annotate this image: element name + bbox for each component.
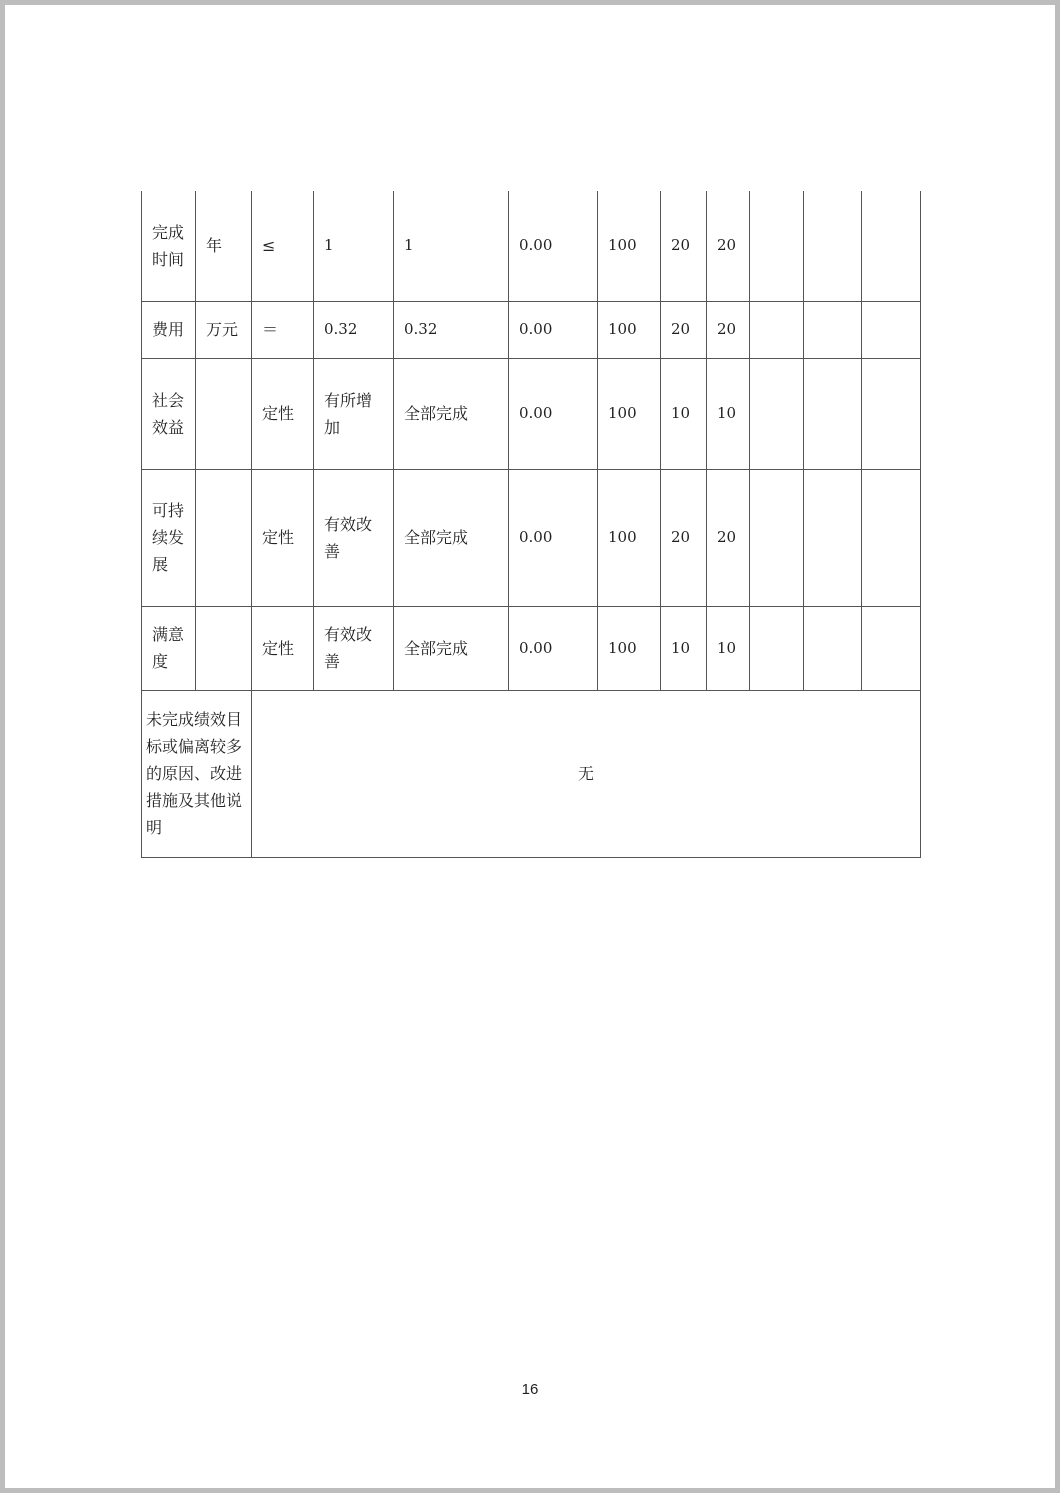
table-row <box>142 191 921 301</box>
empty-cell <box>862 301 921 358</box>
remarks-label: 未完成绩效目标或偏离较多的原因、改进措施及其他说明 <box>142 690 252 857</box>
empty-cell <box>750 301 804 358</box>
score-cell: 10 <box>707 606 750 690</box>
indicator-cell: 费用 <box>142 301 196 358</box>
operator-cell: 定性 <box>252 358 314 469</box>
deviation-cell: 0.00 <box>509 358 598 469</box>
empty-cell <box>750 469 804 606</box>
deviation-cell: 0.00 <box>509 606 598 690</box>
target-cell: 有所增加 <box>314 358 394 469</box>
empty-cell <box>804 358 862 469</box>
weight-cell: 10 <box>661 358 707 469</box>
empty-cell <box>750 358 804 469</box>
indicator-cell: 完成时间 <box>142 191 196 301</box>
operator-cell: ≤ <box>252 191 314 301</box>
empty-cell <box>750 191 804 301</box>
empty-cell <box>862 191 921 301</box>
score-cell: 20 <box>707 191 750 301</box>
completion-rate-cell: 100 <box>598 191 661 301</box>
table-row <box>142 469 921 606</box>
unit-cell <box>196 606 252 690</box>
unit-cell: 万元 <box>196 301 252 358</box>
actual-cell: 全部完成 <box>394 606 509 690</box>
empty-cell <box>804 606 862 690</box>
completion-rate-cell: 100 <box>598 606 661 690</box>
unit-cell <box>196 469 252 606</box>
completion-rate-cell: 100 <box>598 358 661 469</box>
table-row <box>142 301 921 358</box>
weight-cell: 20 <box>661 191 707 301</box>
empty-cell <box>862 469 921 606</box>
target-cell: 有效改善 <box>314 469 394 606</box>
operator-cell: 定性 <box>252 606 314 690</box>
empty-cell <box>862 606 921 690</box>
remarks-value: 无 <box>252 690 921 857</box>
empty-cell <box>804 469 862 606</box>
table-row <box>142 606 921 690</box>
actual-cell: 1 <box>394 191 509 301</box>
actual-cell: 全部完成 <box>394 469 509 606</box>
table-row <box>142 358 921 469</box>
empty-cell <box>750 606 804 690</box>
document-page <box>5 5 1055 1488</box>
target-cell: 有效改善 <box>314 606 394 690</box>
indicator-cell: 可持续发展 <box>142 469 196 606</box>
remarks-row <box>142 690 921 857</box>
completion-rate-cell: 100 <box>598 301 661 358</box>
deviation-cell: 0.00 <box>509 301 598 358</box>
score-cell: 20 <box>707 469 750 606</box>
indicator-cell: 满意度 <box>142 606 196 690</box>
completion-rate-cell: 100 <box>598 469 661 606</box>
empty-cell <box>804 301 862 358</box>
empty-cell <box>804 191 862 301</box>
operator-cell: ＝ <box>252 301 314 358</box>
empty-cell <box>862 358 921 469</box>
operator-cell: 定性 <box>252 469 314 606</box>
score-cell: 10 <box>707 358 750 469</box>
performance-table <box>141 191 921 858</box>
actual-cell: 全部完成 <box>394 358 509 469</box>
deviation-cell: 0.00 <box>509 191 598 301</box>
score-cell: 20 <box>707 301 750 358</box>
target-cell: 1 <box>314 191 394 301</box>
weight-cell: 20 <box>661 469 707 606</box>
weight-cell: 10 <box>661 606 707 690</box>
unit-cell: 年 <box>196 191 252 301</box>
unit-cell <box>196 358 252 469</box>
page-number: 16 <box>521 1381 539 1398</box>
actual-cell: 0.32 <box>394 301 509 358</box>
target-cell: 0.32 <box>314 301 394 358</box>
indicator-cell: 社会效益 <box>142 358 196 469</box>
weight-cell: 20 <box>661 301 707 358</box>
deviation-cell: 0.00 <box>509 469 598 606</box>
